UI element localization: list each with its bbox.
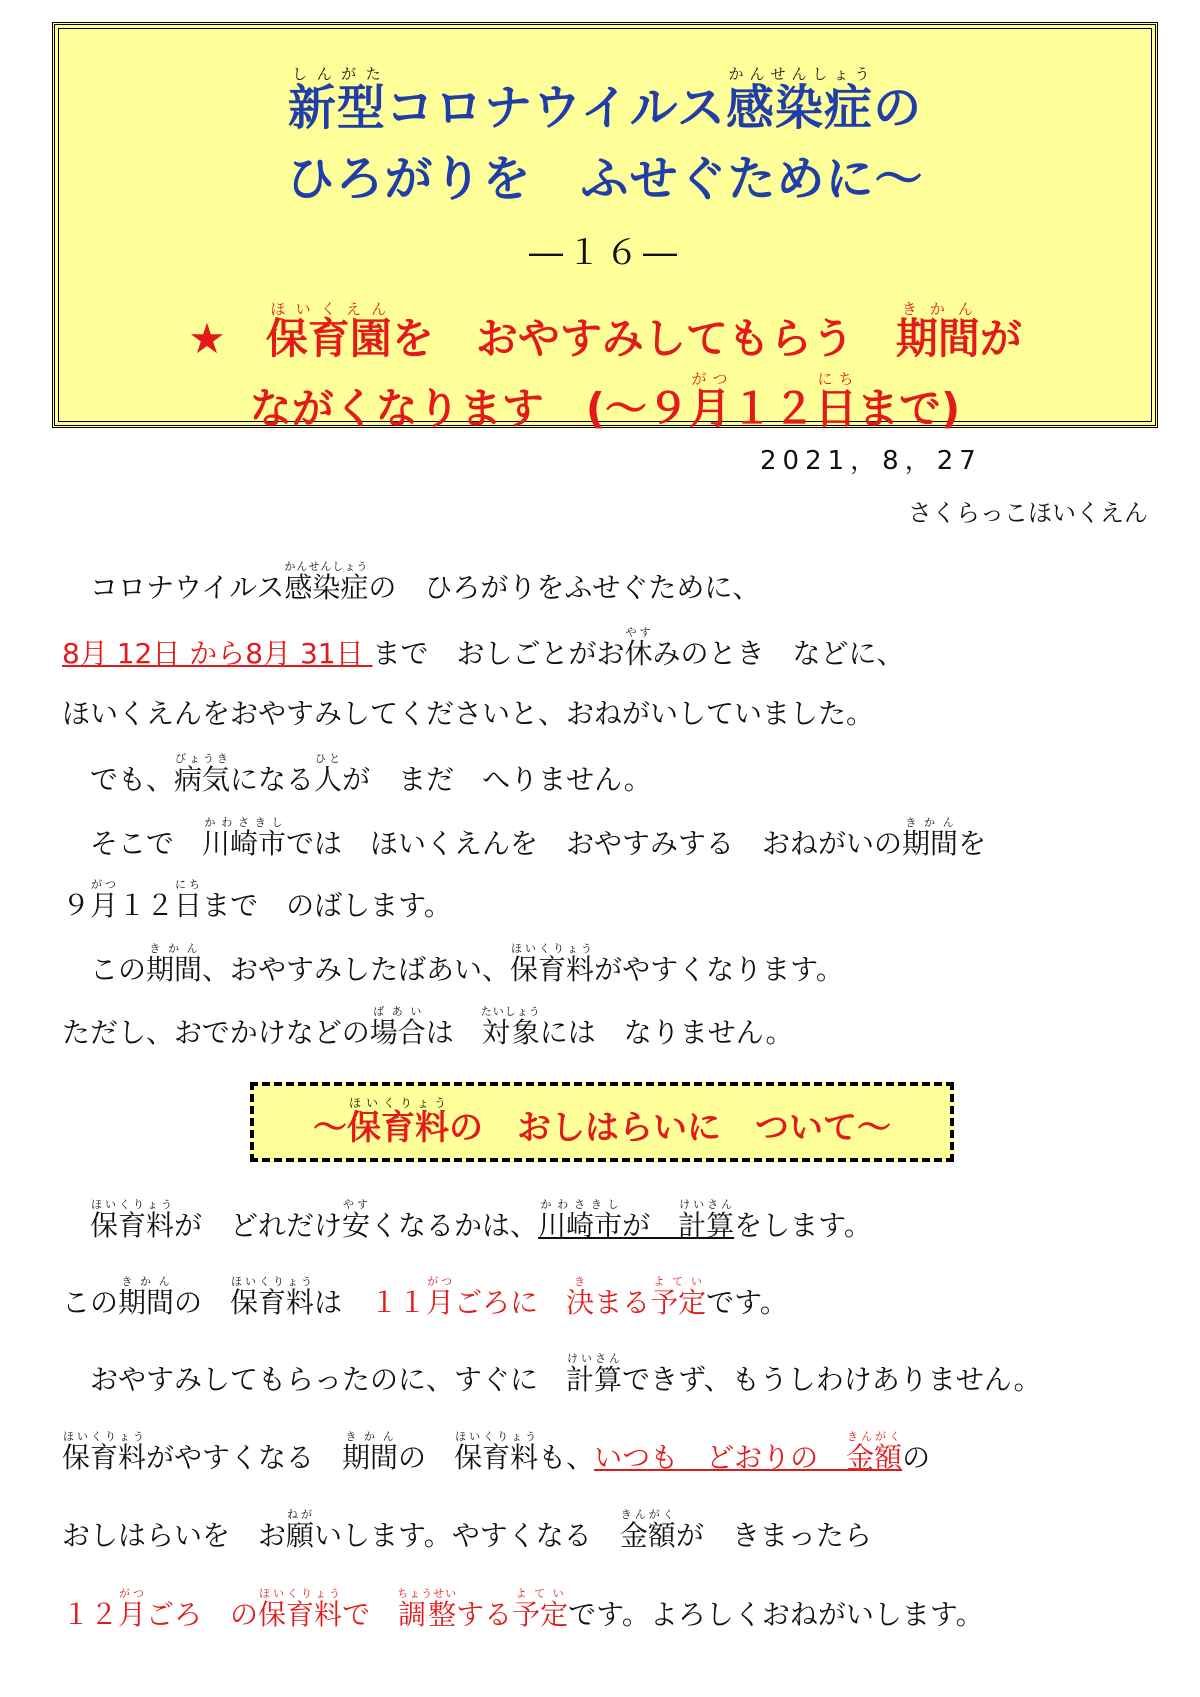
city-calculation-underline: 川崎市かわさきしが 計算けいさん bbox=[538, 1198, 735, 1242]
fee-line-6: １２月がつごろ の保育料ほいくりょうで 調整ちょうせいする予定よていです。よろしくおねがいします。 bbox=[62, 1587, 984, 1631]
fee-line-1: 保育料ほいくりょうが どれだけ安やすくなるかは、川崎市かわさきしが 計算けいさんをします。 bbox=[90, 1198, 872, 1242]
document-date: 2021，8，27 bbox=[760, 446, 982, 476]
main-title-line-2: ひろがりを ふせぐために～ bbox=[286, 151, 924, 207]
body-line-1: コロナウイルス感染症かんせんしょうの ひろがりをふせぐために、 bbox=[90, 560, 761, 604]
december-adjustment-highlight: １２月がつごろ の保育料ほいくりょうで 調整ちょうせいする予定よてい bbox=[62, 1587, 569, 1631]
subtitle-line-1: ★ 保育園ほいくえんを おやすみしてもらう 期間きかんが bbox=[188, 300, 1022, 363]
body-line-4: でも、病気びょうきになる人ひとが まだ へりません。 bbox=[90, 752, 652, 796]
usual-amount-highlight: いつも どおりの 金額きんがく bbox=[594, 1430, 903, 1474]
body-line-8: ただし、おでかけなどの場合ばあいは 対象たいしょうには なりません。 bbox=[62, 1005, 794, 1049]
body-line-7: この期間きかん、おやすみしたばあい、保育料ほいくりょうがやすくなります。 bbox=[90, 942, 844, 986]
organization-name: さくらっこほいくえん bbox=[908, 499, 1148, 527]
subtitle-line-2: ながくなります (～９月がつ１２日にちまで) bbox=[249, 370, 961, 433]
body-line-2: 8月 12日 から8月 31日 まで おしごとがお休やすみのとき などに、 bbox=[62, 626, 905, 670]
fee-line-5: おしはらいを お願ねがいします。やすくなる 金額きんがくが きまったら bbox=[62, 1508, 872, 1552]
date-range-highlight: 8月 12日 から8月 31日 bbox=[62, 637, 373, 670]
november-schedule-highlight: １１月がつごろに 決きまる予定よてい bbox=[370, 1275, 707, 1319]
fee-line-3: おやすみしてもらったのに、すぐに 計算けいさんできず、もうしわけありません。 bbox=[90, 1352, 1042, 1396]
star-icon: ★ bbox=[188, 314, 226, 363]
main-title-line-1: 新型しんがたコロナウイルス感染症かんせんしょうの bbox=[287, 65, 923, 136]
section-heading-box bbox=[250, 1082, 954, 1162]
fee-line-4: 保育料ほいくりょうがやすくなる 期間きかんの 保育料ほいくりょうも、いつも どおりの 金額きんがくの bbox=[62, 1430, 931, 1474]
fee-line-2: この期間きかんの 保育料ほいくりょうは １１月がつごろに 決きまる予定よていです。 bbox=[62, 1275, 788, 1319]
body-line-6: ９月がつ１２日にちまで のばします。 bbox=[62, 878, 452, 922]
issue-number: ―１６― bbox=[529, 233, 681, 273]
body-line-5: そこで 川崎市かわさきしでは ほいくえんを おやすみする おねがいの期間きかんを bbox=[90, 816, 987, 860]
body-line-3: ほいくえんをおやすみしてくださいと、おねがいしていました。 bbox=[62, 697, 875, 730]
header-box bbox=[52, 22, 1158, 433]
section-heading: ～保育料ほいくりょうの おしはらいに ついて～ bbox=[313, 1095, 891, 1148]
